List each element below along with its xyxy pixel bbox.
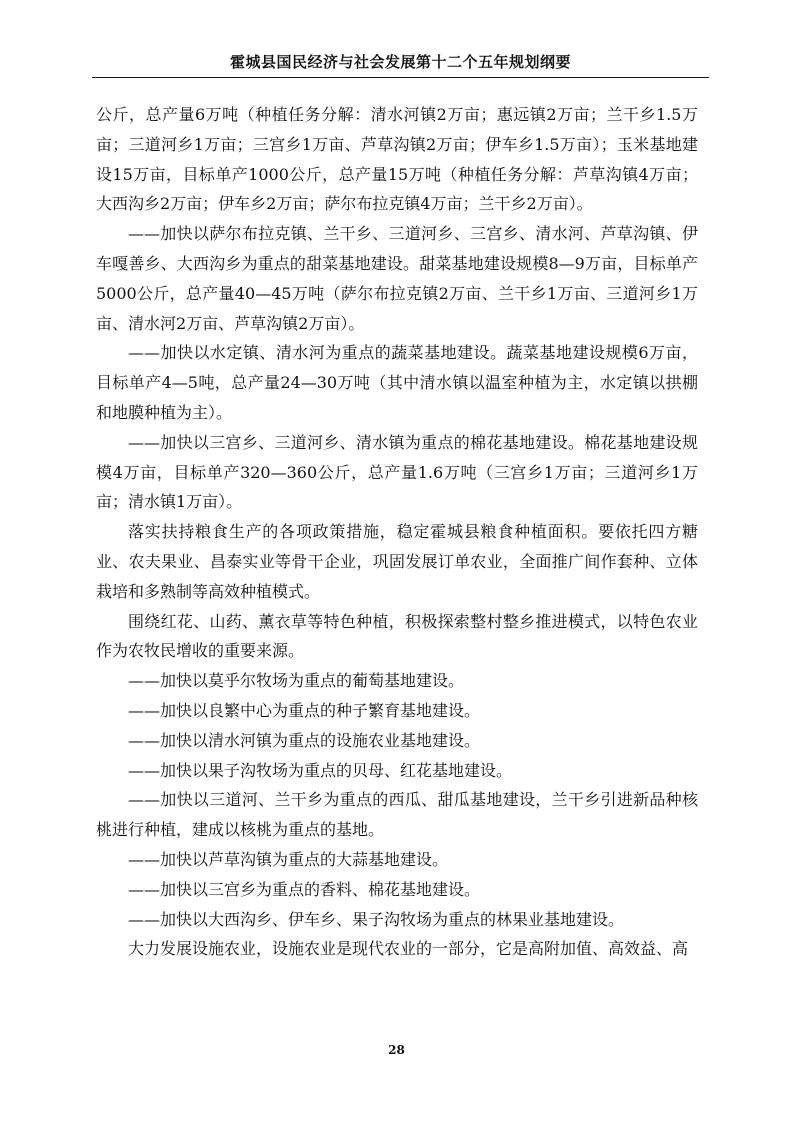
paragraph-4: ——加快以三宫乡、三道河乡、清水镇为重点的棉花基地建设。棉花基地建设规模4万亩，目标单产320—360公斤，总产量1.6万吨（三宫乡1万亩；三道河乡1万亩；清水镇1万亩）。 bbox=[96, 432, 698, 512]
paragraph-2: ——加快以萨尔布拉克镇、兰干乡、三道河乡、三宫乡、清水河、芦草沟镇、伊车嘎善乡、大西沟乡为重点的甜菜基地建设。甜菜基地建设规模8—9万亩，目标单产5000公斤，总产量40—45万吨（萨尔布拉克镇2万亩、兰干乡1万亩、三道河乡1万亩、清水河2万亩、芦草沟镇2万亩）。 bbox=[96, 224, 698, 333]
paragraph-13: ——加快以三宫乡为重点的香料、棉花基地建设。 bbox=[128, 879, 481, 899]
paragraph-10: ——加快以果子沟牧场为重点的贝母、红花基地建设。 bbox=[128, 760, 513, 780]
page-number: 28 bbox=[388, 1043, 405, 1057]
paragraph-6: 围绕红花、山药、薰衣草等特色种植，积极探索整村整乡推进模式，以特色农业作为农牧民增收的重要来源。 bbox=[96, 611, 698, 661]
paragraph-15: 大力发展设施农业，设施农业是现代农业的一部分，它是高附加值、高效益、高 bbox=[128, 939, 689, 959]
paragraph-11: ——加快以三道河、兰干乡为重点的西瓜、甜瓜基地建设，兰干乡引进新品种核桃进行种植，建成以核桃为重点的基地。 bbox=[96, 790, 698, 840]
paragraph-5: 落实扶持粮食生产的各项政策措施，稳定霍城县粮食种植面积。要依托四方糖业、农夫果业、昌泰实业等骨干企业，巩固发展订单农业，全面推广间作套种、立体栽培和多熟制等高效种植模式。 bbox=[96, 522, 698, 601]
paragraph-7: ——加快以莫乎尔牧场为重点的葡萄基地建设。 bbox=[128, 671, 465, 691]
page-header-title: 霍城县国民经济与社会发展第十二个五年规划纲要 bbox=[229, 53, 571, 71]
paragraph-3: ——加快以水定镇、清水河为重点的蔬菜基地建设。蔬菜基地建设规模6万亩，目标单产4—5吨，总产量24—30万吨（其中清水镇以温室种植为主，水定镇以拱棚和地膜种植为主）。 bbox=[96, 343, 698, 422]
paragraph-8: ——加快以良繁中心为重点的种子繁育基地建设。 bbox=[128, 700, 481, 720]
paragraph-9: ——加快以清水河镇为重点的设施农业基地建设。 bbox=[128, 730, 481, 750]
paragraph-14: ——加快以大西沟乡、伊车乡、果子沟牧场为重点的林果业基地建设。 bbox=[128, 909, 625, 929]
document-body bbox=[96, 100, 698, 964]
paragraph-1: 公斤，总产量6万吨（种植任务分解：清水河镇2万亩；惠远镇2万亩；兰干乡1.5万亩；三道河乡1万亩；三宫乡1万亩、芦草沟镇2万亩；伊车乡1.5万亩）；玉米基地建设15万亩，目标单产1000公斤，总产量15万吨（种植任务分解：芦草沟镇4万亩；大西沟乡2万亩；伊车乡2万亩；萨尔布拉克镇4万亩；兰干乡2万亩）。 bbox=[96, 105, 698, 214]
header-divider bbox=[92, 77, 709, 78]
paragraph-12: ——加快以芦草沟镇为重点的大蒜基地建设。 bbox=[128, 849, 449, 869]
